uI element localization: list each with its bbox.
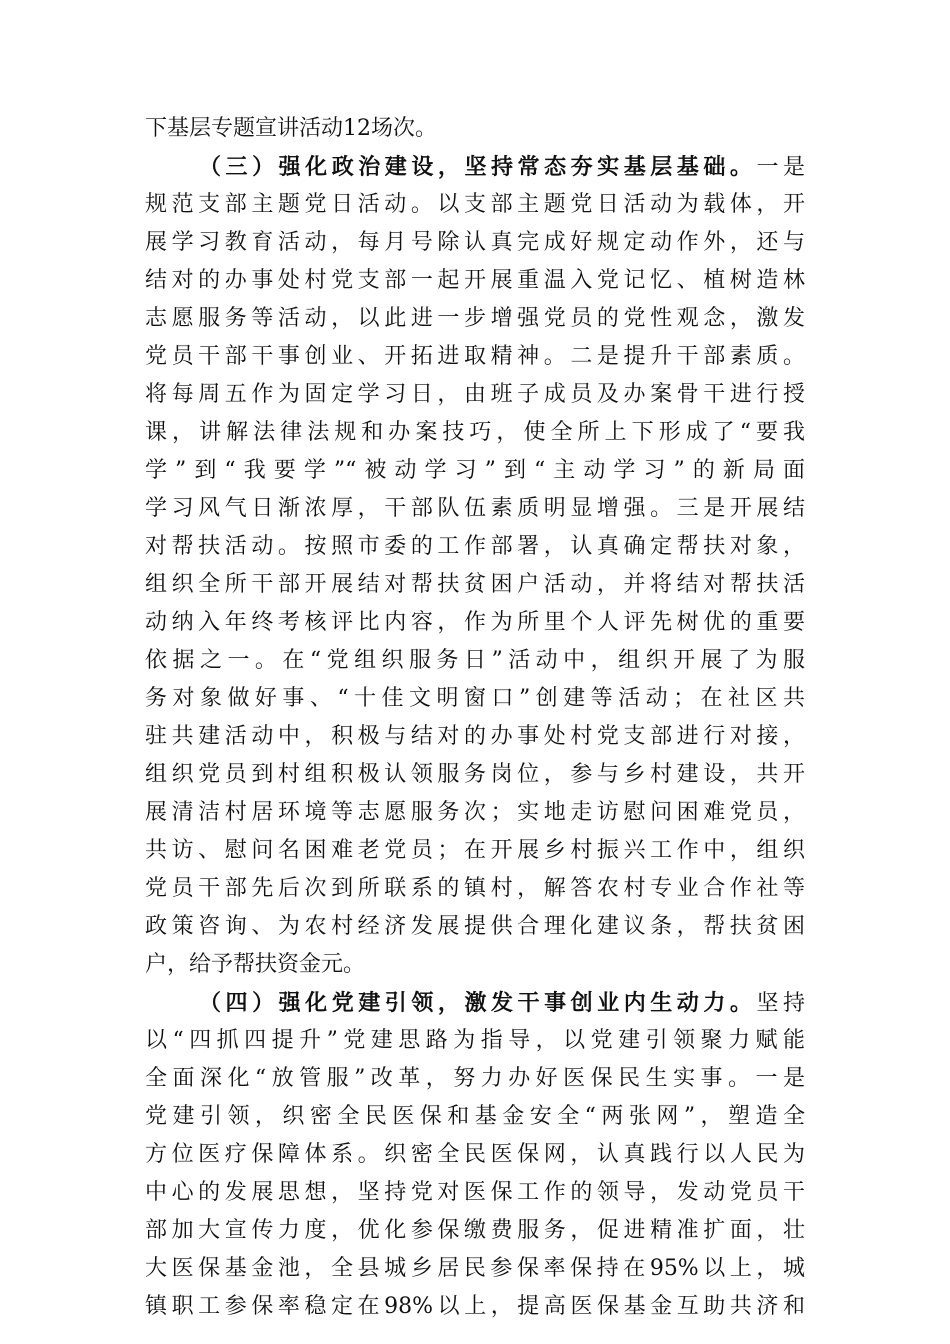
text-line [145,224,805,262]
text-line [145,1250,805,1288]
line-text: 政策咨询、为农村经济发展提供合理化建议条，帮扶贫困 [145,914,805,939]
text-line [145,908,805,946]
text-line [145,376,805,414]
line-text: 动纳入年终考核评比内容，作为所里个人评先树优的重要 [145,610,805,635]
text-line [145,946,805,984]
line-text: 课，讲解法律法规和办案技巧，使全所上下形成了“要我 [145,420,805,445]
line-text: 将每周五作为固定学习日，由班子成员及办案骨干进行授 [145,382,805,407]
line-text: 镇职工参保率稳定在98%以上，提高医保基金互助共济和 [145,1294,805,1319]
line-text: 全面深化“放管服”改革，努力办好医保民生实事。一是 [145,1066,805,1091]
line-text: 组织党员到村组积极认领服务岗位，参与乡村建设，共开 [145,762,805,787]
text-line [145,1174,805,1212]
text-line [145,642,805,680]
text-line [145,148,805,186]
section-heading: （三）强化政治建设，坚持常态夯实基层基础。 [199,154,757,180]
text-line [145,1060,805,1098]
line-text: 组织全所干部开展结对帮扶贫困户活动，并将结对帮扶活 [145,572,805,597]
text-line [145,1098,805,1136]
line-text: 展清洁村居环境等志愿服务次；实地走访慰问困难党员， [145,800,805,825]
text-line [145,1212,805,1250]
text-line [145,414,805,452]
text-line [145,870,805,908]
text-line [145,680,805,718]
line-text: 党员干部先后次到所联系的镇村，解答农村专业合作社等 [145,876,805,901]
line-text: 坚持 [756,991,805,1016]
text-line [145,186,805,224]
line-text: 以“四抓四提升”党建思路为指导，以党建引领聚力赋能 [145,1028,805,1053]
line-text: 大医保基金池，全县城乡居民参保率保持在95%以上，城 [145,1256,805,1281]
line-text: 一是 [756,155,805,180]
text-line [145,604,805,642]
line-text: 党建引领，织密全民医保和基金安全“两张网”，塑造全 [145,1104,805,1129]
text-line [145,110,805,148]
section-heading: （四）强化党建引领，激发干事创业内生动力。 [199,990,757,1016]
line-text: 驻共建活动中，积极与结对的办事处村党支部进行对接， [145,724,805,749]
line-text: 党员干部干事创业、开拓进取精神。二是提升干部素质。 [145,344,805,369]
text-line [145,1136,805,1174]
line-text: 志愿服务等活动，以此进一步增强党员的党性观念，激发 [145,306,805,331]
line-text: 学习风气日渐浓厚，干部队伍素质明显增强。三是开展结 [145,496,805,521]
text-line [145,794,805,832]
line-text: 学”到“我要学”“被动学习”到“主动学习”的新局面 [145,458,805,483]
text-line [145,490,805,528]
text-line [145,984,805,1022]
text-line [145,756,805,794]
line-text: 务对象做好事、“十佳文明窗口”创建等活动；在社区共 [145,686,805,711]
line-text: 户，给予帮扶资金元。 [145,952,366,977]
line-text: 对帮扶活动。按照市委的工作部署，认真确定帮扶对象， [145,534,805,559]
text-line [145,528,805,566]
body-text [145,110,805,1326]
line-text: 结对的办事处村党支部一起开展重温入党记忆、植树造林 [145,268,805,293]
line-text: 方位医疗保障体系。织密全民医保网，认真践行以人民为 [145,1142,805,1167]
line-text: 中心的发展思想，坚持党对医保工作的领导，发动党员干 [145,1180,805,1205]
text-line [145,566,805,604]
line-text: 共访、慰问名困难老党员；在开展乡村振兴工作中，组织 [145,838,805,863]
line-text: 下基层专题宣讲活动12场次。 [145,116,437,141]
line-text: 依据之一。在“党组织服务日”活动中，组织开展了为服 [145,648,805,673]
text-line [145,300,805,338]
text-line [145,338,805,376]
text-line [145,718,805,756]
line-text: 展学习教育活动，每月号除认真完成好规定动作外，还与 [145,230,805,255]
text-line [145,452,805,490]
text-line [145,832,805,870]
text-line [145,1022,805,1060]
line-text: 规范支部主题党日活动。以支部主题党日活动为载体，开 [145,192,805,217]
text-line [145,1288,805,1326]
text-line [145,262,805,300]
line-text: 部加大宣传力度，优化参保缴费服务，促进精准扩面，壮 [145,1218,805,1243]
